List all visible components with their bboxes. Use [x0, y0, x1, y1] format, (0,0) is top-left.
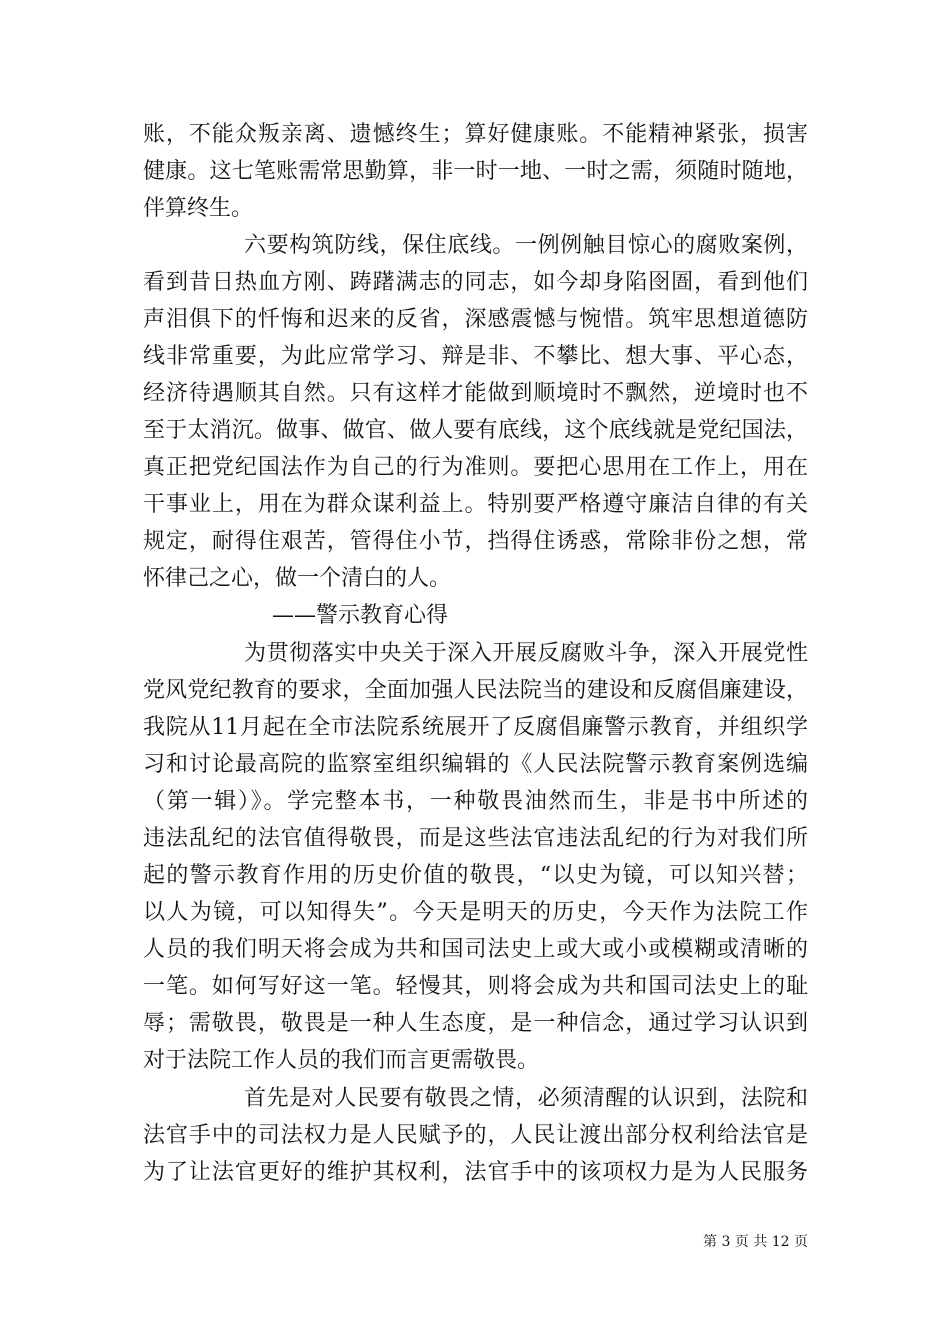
- body-text-line: 看到昔日热血方刚、踌躇满志的同志，如今却身陷囹圄，看到他们: [143, 270, 808, 295]
- body-text-line: 人员的我们明天将会成为共和国司法史上或大或小或模糊或清晰的: [143, 937, 808, 962]
- body-text-line: 法官手中的司法权力是人民赋予的，人民让渡出部分权利给法官是: [143, 1123, 808, 1148]
- body-text-line: 怀律己之心，做一个清白的人。: [143, 566, 452, 591]
- body-text-line: 为了让法官更好的维护其权利，法官手中的该项权力是为人民服务: [143, 1160, 808, 1185]
- body-text-line: 对于法院工作人员的我们而言更需敬畏。: [143, 1048, 540, 1073]
- paragraph-start-line: 为贯彻落实中央关于深入开展反腐败斗争，深入开展党性: [244, 641, 808, 666]
- paragraph-start-line: 六要构筑防线，保住底线。一例例触目惊心的腐败案例，: [244, 233, 808, 258]
- body-text-line: 我院从11月起在全市法院系统展开了反腐倡廉警示教育，并组织学: [143, 715, 808, 740]
- body-text-line: 习和讨论最高院的监察室组织编辑的《人民法院警示教育案例选编: [143, 752, 808, 777]
- body-text-line: 以人为镜，可以知得失”。今天是明天的历史，今天作为法院工作: [143, 900, 808, 925]
- body-text-line: 干事业上，用在为群众谋利益上。特别要严格遵守廉洁自律的有关: [143, 492, 808, 517]
- body-text-line: 至于太消沉。做事、做官、做人要有底线，这个底线就是党纪国法，: [143, 418, 808, 443]
- body-text-line: 规定，耐得住艰苦，管得住小节，挡得住诱惑，常除非份之想，常: [143, 529, 808, 554]
- section-subtitle: ——警示教育心得: [272, 603, 449, 628]
- body-text-line: 线非常重要，为此应常学习、辩是非、不攀比、想大事、平心态，: [143, 344, 808, 369]
- body-text-line: （第一辑）》。学完整本书，一种敬畏油然而生，非是书中所述的: [143, 789, 808, 814]
- body-text-line: 一笔。如何写好这一笔。轻慢其，则将会成为共和国司法史上的耻: [143, 974, 808, 999]
- body-text-line: 经济待遇顺其自然。只有这样才能做到顺境时不飘然，逆境时也不: [143, 381, 808, 406]
- body-text-line: 党风党纪教育的要求，全面加强人民法院当的建设和反腐倡廉建设，: [143, 678, 808, 703]
- body-text-line: 声泪俱下的忏悔和迟来的反省，深感震憾与惋惜。筑牢思想道德防: [143, 307, 808, 332]
- body-text-line: 真正把党纪国法作为自己的行为准则。要把心思用在工作上，用在: [143, 455, 808, 480]
- paragraph-start-line: 首先是对人民要有敬畏之情，必须清醒的认识到，法院和: [244, 1086, 808, 1111]
- body-text-line: 辱；需敬畏，敬畏是一种人生态度，是一种信念，通过学习认识到: [143, 1011, 808, 1036]
- body-text-line: 健康。这七笔账需常思勤算，非一时一地、一时之需，须随时随地，: [143, 159, 808, 184]
- body-text-line: 伴算终生。: [143, 196, 254, 221]
- body-text-line: 违法乱纪的法官值得敬畏，而是这些法官违法乱纪的行为对我们所: [143, 826, 808, 851]
- page-number-footer: 第 3 页 共 12 页: [703, 1234, 808, 1250]
- body-text-line: 账，不能众叛亲离、遗憾终生；算好健康账。不能精神紧张，损害: [143, 122, 808, 147]
- body-text-line: 起的警示教育作用的历史价值的敬畏，“以史为镜，可以知兴替；: [143, 863, 808, 888]
